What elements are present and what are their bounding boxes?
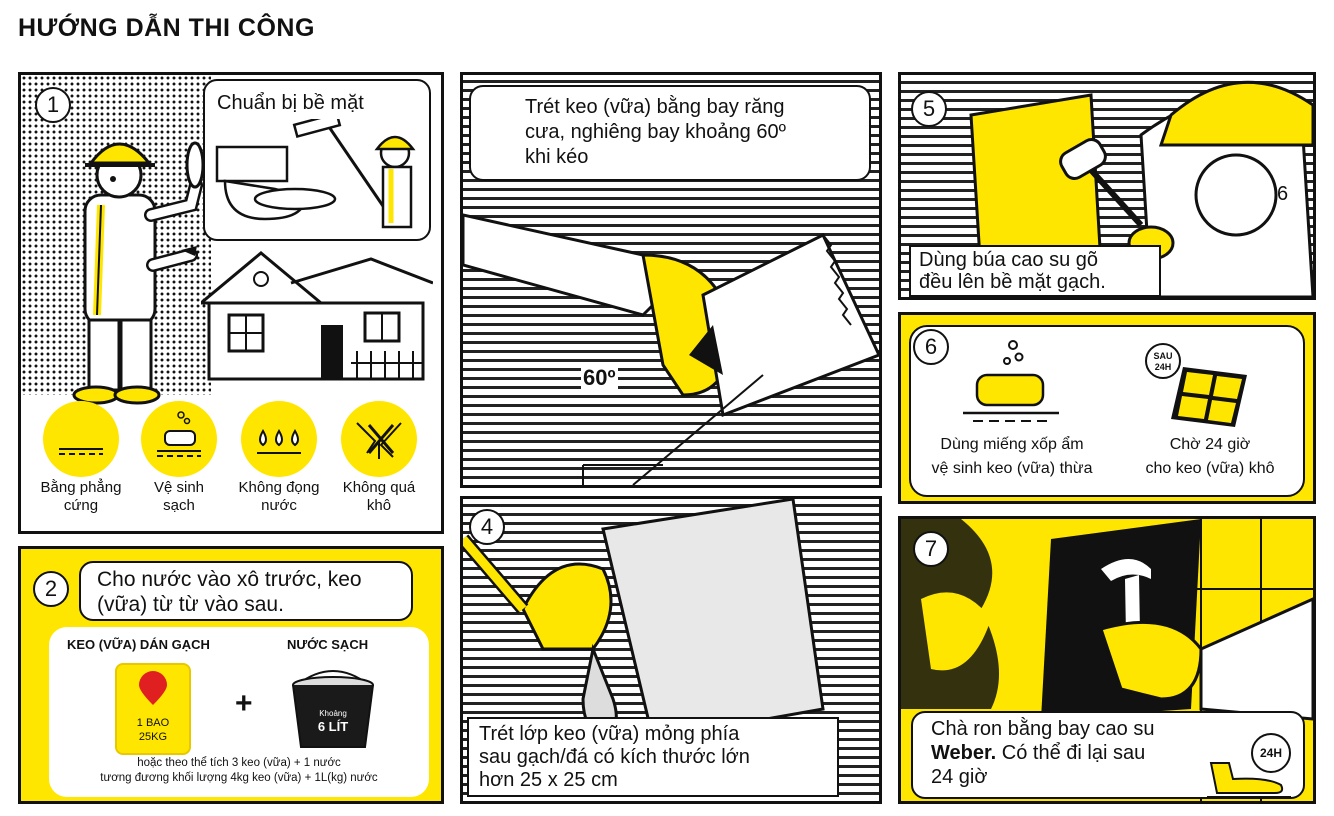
step3-trowel-illustration bbox=[463, 195, 879, 488]
step7-caption: Chà ron bằng bay cao su Weber. Có thể đi lại sau 24 giờ bbox=[931, 718, 1155, 788]
bag-text-2: 25KG bbox=[138, 731, 168, 743]
step1-caption: Chuẩn bị bề mặt bbox=[217, 92, 364, 114]
bucket-text-1: Khoảng bbox=[319, 709, 347, 718]
step1-number: 1 bbox=[35, 87, 71, 123]
step5-number: 5 bbox=[911, 91, 947, 127]
step4-panel bbox=[460, 496, 882, 804]
brand-weber: Weber. bbox=[931, 742, 997, 764]
step6-number: 6 bbox=[913, 329, 949, 365]
step7-panel bbox=[898, 516, 1316, 804]
sau-24h-badge: SAU 24H bbox=[1145, 343, 1181, 379]
bucket-text-2: 6 LÍT bbox=[317, 719, 349, 734]
tile-grid-icon bbox=[1169, 365, 1249, 429]
step7-number: 7 bbox=[913, 531, 949, 567]
step2-caption-bubble: Cho nước vào xô trước, keo (vữa) từ từ vào sau. bbox=[79, 561, 413, 621]
sponge-clean-icon bbox=[963, 337, 1059, 427]
bag-text-1: 1 BAO bbox=[136, 717, 170, 729]
step6-panel bbox=[898, 312, 1316, 504]
condition-2-label: Vệ sinh sạch bbox=[153, 479, 205, 514]
step6-right-caption: Chờ 24 giờ cho keo (vữa) khô bbox=[1145, 436, 1275, 477]
bag-logo-icon bbox=[137, 671, 169, 707]
step1-worker-illustration bbox=[41, 115, 221, 405]
condition-4-label: Không quá khô bbox=[342, 479, 416, 514]
water-label: NƯỚC SẠCH bbox=[287, 637, 369, 652]
step3-caption-bubble: Trét keo (vữa) bằng bay răng cưa, nghiêng bay khoảng 60º khi kéo bbox=[469, 85, 871, 181]
sponge-icon bbox=[141, 401, 217, 477]
step4-number: 4 bbox=[469, 509, 505, 545]
dry-crack-icon bbox=[341, 401, 417, 477]
condition-1-label: Bằng phẳng cứng bbox=[40, 479, 122, 514]
step1-bathroom-illustration bbox=[215, 119, 425, 239]
footstep-icon bbox=[1207, 759, 1291, 799]
water-bucket bbox=[287, 667, 379, 751]
page-title: HƯỚNG DẪN THI CÔNG bbox=[18, 14, 315, 42]
step2-number: 2 bbox=[33, 571, 69, 607]
plus-sign: + bbox=[235, 687, 253, 720]
angle-label: 60º bbox=[583, 365, 616, 390]
step2-mix-box bbox=[49, 627, 429, 797]
clock-24h-badge: 24H bbox=[1251, 733, 1291, 773]
step2-panel bbox=[18, 546, 444, 804]
step5-badge: 6 bbox=[1277, 183, 1289, 205]
adhesive-bag bbox=[115, 663, 191, 755]
step1-panel bbox=[18, 72, 444, 534]
ratio-note-1: hoặc theo thể tích 3 keo (vữa) + 1 nước bbox=[137, 757, 341, 769]
step4-caption: Trét lớp keo (vữa) mỏng phía sau gạch/đá có kích thước lớn hơn 25 x 25 cm bbox=[467, 717, 839, 797]
step5-caption: Dùng búa cao su gõ đều lên bề mặt gạch. bbox=[909, 245, 1161, 297]
step5-panel bbox=[898, 72, 1316, 300]
step6-left-caption: Dùng miếng xốp ẩm vệ sinh keo (vữa) thừa bbox=[931, 436, 1093, 477]
step3-panel bbox=[460, 72, 882, 488]
water-drops-icon bbox=[241, 401, 317, 477]
ratio-note-2: tương đương khối lượng 4kg keo (vữa) + 1L(kg) nước bbox=[100, 772, 378, 784]
condition-3-label: Không đọng nước bbox=[238, 479, 320, 514]
adhesive-label: KEO (VỮA) DÁN GẠCH bbox=[67, 637, 210, 652]
level-surface-icon bbox=[43, 401, 119, 477]
step1-scene-bubble bbox=[203, 79, 431, 241]
step1-house-illustration bbox=[201, 243, 433, 383]
